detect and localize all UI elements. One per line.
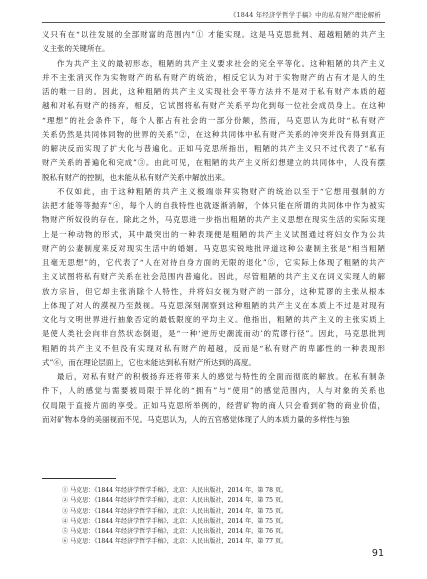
- paragraph-line: 最后，对私有财产的积极扬弃还将带来人的感觉与特性的全面而彻底的解放。在私有制条: [57, 372, 385, 381]
- paragraph-line: 活的唯一目的。因此，这种粗陋的共产主义实现社会平等方法并不是对于私有财产本质的超: [42, 87, 385, 96]
- paragraph-line: 不仅如此，由于这种粗陋的共产主义极端崇拜实物财产的统治以至于“它想用强制的方: [57, 186, 385, 196]
- footnote: ② 马克思：《1844 年经济学哲学手稿》，北京：人民出版社，2014 年，第 75 页。: [62, 497, 288, 505]
- paragraph-line: 关系仍然是共同体同物的世界的关系”②，在这种共同体中私有财产关系的冲突并没有得到真正: [42, 129, 385, 139]
- paragraph-line: 义主张的关键所在。: [42, 44, 110, 54]
- running-header: 《1844 年经济学哲学手稿》中的私有财产理论解析: [229, 11, 381, 19]
- paragraph-line: “理想”的社会条件下，每个人都占有社会的一部分份额，然而，马克思认为此时“私有财产: [42, 115, 385, 125]
- paragraph-line: 文化与文明世界进行抽象否定的最低限度的平均主义。他指出，粗陋的共产主义的主张实质上: [42, 315, 385, 324]
- paragraph-line: 脱私有财产的控制，也未能从私有财产关系中解放出来。: [42, 172, 230, 182]
- paragraph-line: 放方宗旨，但它却主张消除个人特性，并将妇女视为财产的一部分，这种荒谬的主张从根本: [42, 286, 385, 296]
- footnote: ⑤ 马克思：《1844 年经济学哲学手稿》，北京：人民出版社，2014 年，第 76 页。: [62, 528, 288, 536]
- paragraph-line: 并不主张消灭作为实物财产的私有财产的统治，相反它认为对于实物财产的占有才是人的生: [42, 72, 385, 82]
- paragraph-line: 作为共产主义的最初形态，粗陋的共产主义要求社会的完全平等化。这种粗陋的共产主义: [57, 58, 385, 68]
- paragraph-line: 的解决反而实现了扩大化与普遍化。正如马克思所指出，粗陋的共产主义只不过代表了“私有: [42, 144, 385, 153]
- footnote-divider: [42, 478, 116, 479]
- paragraph-line: 仅局限于直接片面的享受。正如马克思所举例的，经营矿物的商人只会看到矿物的商业价值，: [42, 400, 385, 410]
- paragraph-line: 越和对私有财产的扬弃，相反，它试图将私有财产关系平均化到每一位社会成员身上。在这种: [42, 101, 385, 111]
- header-divider: [42, 22, 385, 23]
- paragraph-line: 且毫无思想”的，它代表了“人在对待自身方面的无限的退化”⑤，它实际上体现了粗陋的共产: [42, 258, 385, 267]
- page-number: 91: [371, 548, 384, 559]
- paragraph-line: 物财产所奴役的存在。除此之外，马克思进一步指出粗陋的共产主义思想在现实生活的实际实现: [42, 215, 385, 225]
- paragraph-line: 财产关系的普遍化和完成”③。由此可见，在粗陋的共产主义所幻想建立的共同体中，人没有摆: [42, 158, 385, 168]
- footnote: ③ 马克思：《1844 年经济学哲学手稿》，北京：人民出版社，2014 年，第 75 页。: [62, 507, 288, 515]
- body-text: [42, 28, 385, 427]
- paragraph-line: 是使人类社会向非自然状态倒退，是“一种‘逆历史潮流而动’的荒谬行径”。因此，马克思批判: [42, 329, 385, 339]
- paragraph-line: 件下，人的感觉与需要被局限于异化的“拥有”与“使用”的感觉范围内，人与对象的关系也: [42, 386, 385, 396]
- paragraph-line: 义只有在“以往发展的全部财富的范围内”① 才能实现。这是马克思批判、超越粗陋的共产主: [42, 30, 385, 39]
- footnotes: [62, 486, 385, 548]
- footnote: ④ 马克思：《1844 年经济学哲学手稿》，北京：人民出版社，2014 年，第 75 页。: [62, 517, 288, 525]
- paragraph-line: 而对矿物本身的美丽视而不见。马克思认为，人的五官感觉体现了人的本质力量的多样性与独: [42, 414, 350, 424]
- paragraph-line: 法把才能等等抛弃”④，每个人的自我特性也就逐渐消解，个体只能在所谓的共同体中作为被实: [42, 201, 385, 210]
- paragraph-line: 财产的公妻制度来反对现实生活中的婚姻。马克思实锐地批评道这种公妻制主张是“相当粗陋: [42, 243, 385, 253]
- paragraph-line: 粗陋的共产主义不但没有实现对私有财产的超越，反而是“私有财产的卑鄙性的一种表现形: [42, 343, 385, 353]
- paragraph-line: 式”⑥，而在理论层面上，它也未能达到私有财产所达到的高度。: [42, 357, 256, 367]
- footnote: ⑥ 马克思：《1844 年经济学哲学手稿》，北京：人民出版社，2014 年，第 77 页。: [62, 538, 288, 546]
- paragraph-line: 上体现了对人的漠视乃至鼓视。马克思深刻洞察到这种粗陋的共产主义在本质上不过是对现有: [42, 300, 385, 310]
- paragraph-line: 主义试图将私有财产关系在社会范围内普遍化。因此，尽管粗陋的共产主义在词义实现人的解: [42, 272, 385, 282]
- footnote: ① 马克思：《1844 年经济学哲学手稿》，北京：人民出版社，2014 年，第 78 页。: [62, 487, 288, 494]
- paragraph-line: 上是一种动物的形式，其中最突出的一种表现便是粗陋的共产主义试图通过将妇女作为公共: [42, 229, 385, 239]
